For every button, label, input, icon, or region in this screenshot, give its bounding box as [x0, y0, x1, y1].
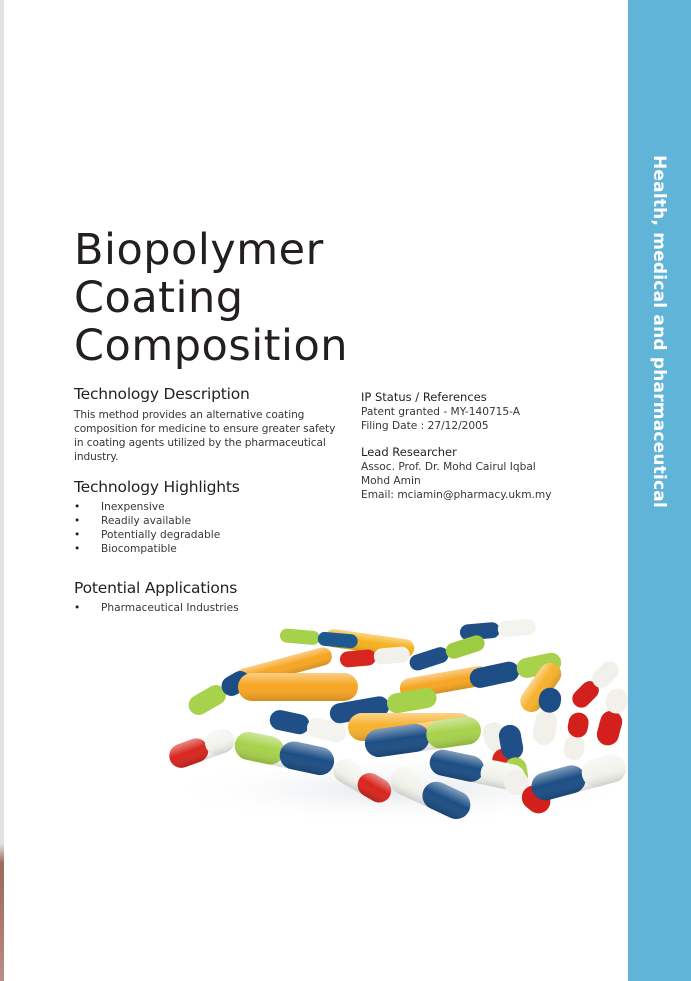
researcher-email: Email: mciamin@pharmacy.ukm.my [361, 489, 552, 501]
title-line-2: Coating [74, 273, 244, 323]
description-line: This method provides an alternative coating [74, 409, 305, 421]
potential-applications-list [74, 601, 239, 615]
pills-image [160, 615, 628, 825]
technology-description-text [74, 408, 354, 464]
category-label: Health, medical and pharmaceutical [649, 155, 669, 509]
bullet-icon: • [74, 602, 81, 614]
researcher-name-cont: Mohd Amin [361, 475, 421, 487]
description-line: industry. [74, 451, 119, 463]
filing-date: Filing Date : 27/12/2005 [361, 420, 489, 432]
bullet-icon: • [74, 529, 81, 541]
list-item [74, 514, 220, 528]
title-line-1: Biopolymer [74, 225, 324, 275]
highlight-text: Readily available [101, 515, 191, 527]
technology-highlights-heading: Technology Highlights [74, 478, 240, 496]
bullet-icon: • [74, 501, 81, 513]
list-item [74, 542, 220, 556]
list-item [74, 528, 220, 542]
list-item [74, 500, 220, 514]
highlight-text: Biocompatible [101, 543, 177, 555]
ip-status-heading: IP Status / References [361, 390, 487, 404]
technology-description-heading: Technology Description [74, 385, 250, 403]
page-title [74, 226, 348, 370]
potential-applications-heading: Potential Applications [74, 579, 238, 597]
title-line-3: Composition [74, 321, 349, 371]
bullet-icon: • [74, 515, 81, 527]
highlight-text: Inexpensive [101, 501, 165, 513]
lead-researcher-heading: Lead Researcher [361, 445, 457, 459]
list-item [74, 601, 239, 615]
technology-highlights-list [74, 500, 220, 556]
ip-status-text [361, 405, 520, 433]
description-line: in coating agents utilized by the pharmaceutical [74, 437, 326, 449]
bullet-icon: • [74, 543, 81, 555]
lead-researcher-text [361, 460, 551, 502]
researcher-name: Assoc. Prof. Dr. Mohd Cairul Iqbal [361, 461, 536, 473]
description-line: composition for medicine to ensure greater safety [74, 423, 336, 435]
category-sidebar [628, 0, 691, 981]
patent-number: Patent granted - MY-140715-A [361, 406, 521, 418]
application-text: Pharmaceutical Industries [101, 602, 239, 614]
highlight-text: Potentially degradable [101, 529, 221, 541]
